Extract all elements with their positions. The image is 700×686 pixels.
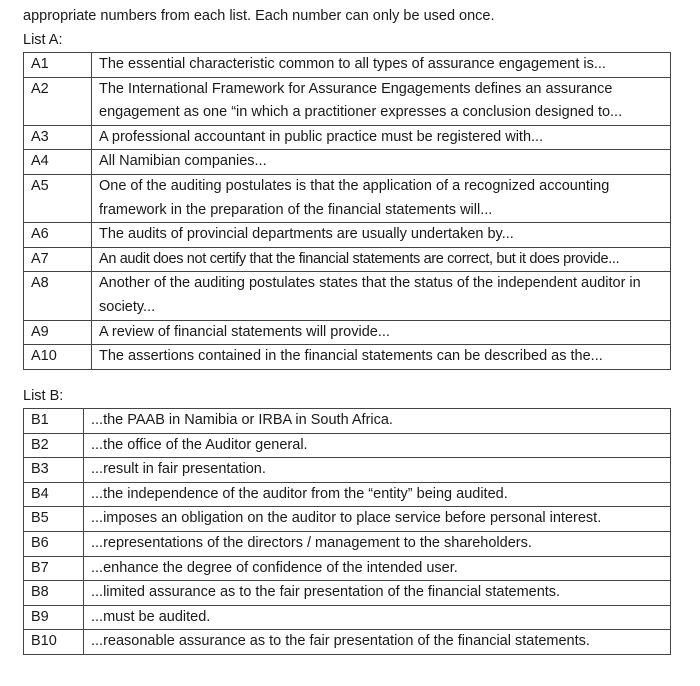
row-code: A2 — [24, 77, 92, 125]
instruction-text: appropriate numbers from each list. Each number can only be used once. — [23, 8, 495, 24]
row-text: Another of the auditing postulates states that the status of the independent auditor in society... — [92, 272, 671, 320]
row-text: ...limited assurance as to the fair presentation of the financial statements. — [84, 581, 671, 606]
row-text: ...the office of the Auditor general. — [84, 433, 671, 458]
row-text: A professional accountant in public practice must be registered with... — [92, 125, 671, 150]
row-code: B8 — [24, 581, 84, 606]
row-code: A8 — [24, 272, 92, 320]
row-code: B6 — [24, 531, 84, 556]
row-text: ...the PAAB in Namibia or IRBA in South Africa. — [84, 409, 671, 434]
table-row — [24, 507, 671, 532]
table-row — [24, 272, 671, 320]
list-a-table — [23, 52, 671, 370]
row-code: B4 — [24, 482, 84, 507]
list-b-table — [23, 408, 671, 655]
row-code: A4 — [24, 150, 92, 175]
row-code: B3 — [24, 458, 84, 483]
row-code: A5 — [24, 174, 92, 222]
table-row — [24, 125, 671, 150]
table-row — [24, 247, 671, 272]
row-text: The audits of provincial departments are usually undertaken by... — [92, 223, 671, 248]
row-text: One of the auditing postulates is that the application of a recognized accounting framework in the preparation of the financial statements will... — [92, 174, 671, 222]
row-code: B5 — [24, 507, 84, 532]
row-text: ...representations of the directors / management to the shareholders. — [84, 531, 671, 556]
row-code: A3 — [24, 125, 92, 150]
table-row — [24, 581, 671, 606]
table-row — [24, 433, 671, 458]
row-text: All Namibian companies... — [92, 150, 671, 175]
list-b-label: List B: — [23, 388, 64, 404]
table-row — [24, 77, 671, 125]
table-row — [24, 174, 671, 222]
row-code: A10 — [24, 345, 92, 370]
table-row — [24, 345, 671, 370]
row-text: The assertions contained in the financial statements can be described as the... — [92, 345, 671, 370]
table-row — [24, 409, 671, 434]
row-code: B10 — [24, 630, 84, 655]
table-row — [24, 53, 671, 78]
row-text: ...the independence of the auditor from the “entity” being audited. — [84, 482, 671, 507]
row-code: B7 — [24, 556, 84, 581]
row-text: The essential characteristic common to all types of assurance engagement is... — [92, 53, 671, 78]
table-row — [24, 482, 671, 507]
row-code: A9 — [24, 320, 92, 345]
row-code: B2 — [24, 433, 84, 458]
table-row — [24, 556, 671, 581]
row-code: A6 — [24, 223, 92, 248]
row-text: ...imposes an obligation on the auditor to place service before personal interest. — [84, 507, 671, 532]
table-row — [24, 223, 671, 248]
row-code: B1 — [24, 409, 84, 434]
table-row — [24, 320, 671, 345]
table-row — [24, 605, 671, 630]
table-row — [24, 150, 671, 175]
row-code: A7 — [24, 247, 92, 272]
row-code: B9 — [24, 605, 84, 630]
row-text: The International Framework for Assurance Engagements defines an assurance engagement as one “in which a practitioner expresses a conclusion designed to... — [92, 77, 671, 125]
list-a-label: List A: — [23, 32, 63, 48]
row-text: ...enhance the degree of confidence of the intended user. — [84, 556, 671, 581]
row-text: ...reasonable assurance as to the fair presentation of the financial statements. — [84, 630, 671, 655]
row-text: A review of financial statements will provide... — [92, 320, 671, 345]
row-text: ...result in fair presentation. — [84, 458, 671, 483]
table-row — [24, 531, 671, 556]
table-row — [24, 630, 671, 655]
row-text: An audit does not certify that the financial statements are correct, but it does provide... — [92, 247, 671, 272]
row-code: A1 — [24, 53, 92, 78]
table-row — [24, 458, 671, 483]
row-text: ...must be audited. — [84, 605, 671, 630]
